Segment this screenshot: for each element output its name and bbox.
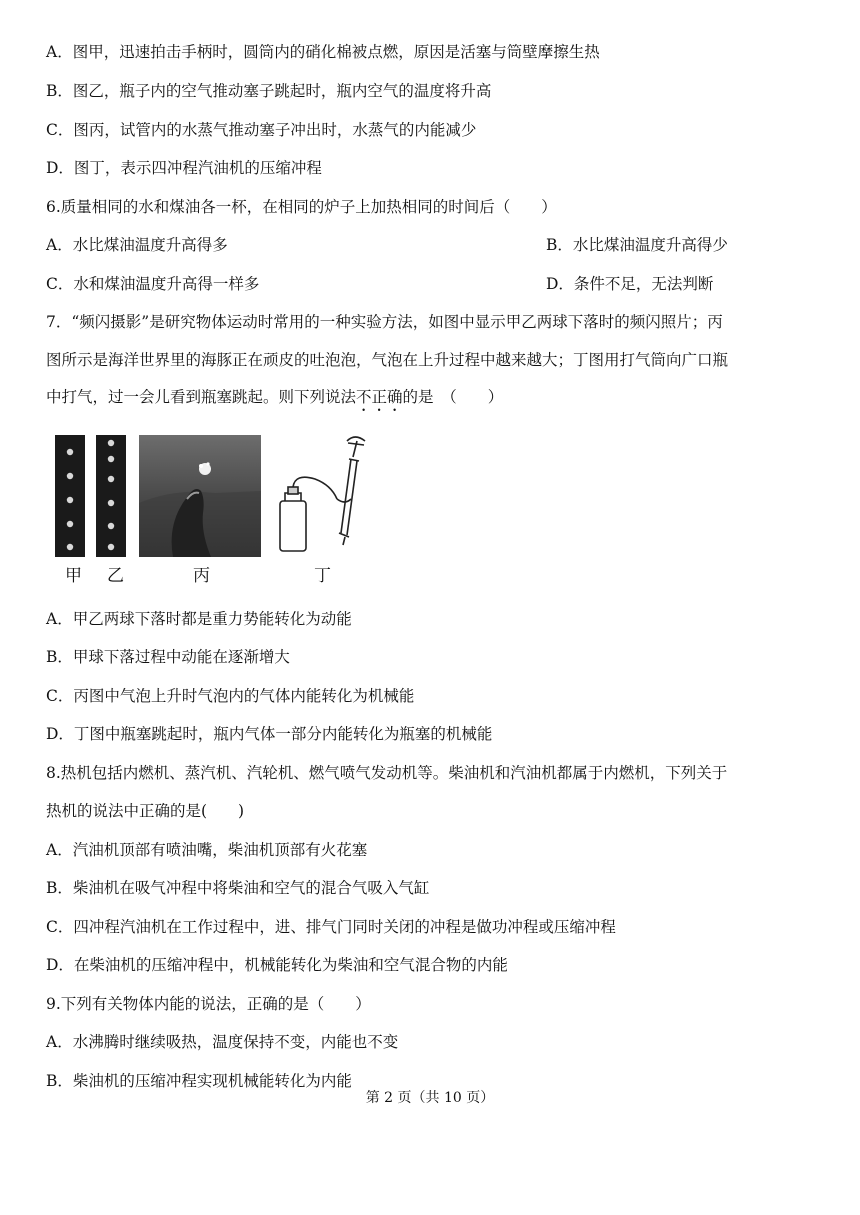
q8-option-c: C．四冲程汽油机在工作过程中，进、排气门同时关闭的冲程是做功冲程或压缩冲程 [46, 918, 616, 936]
q7-stem-line3-pre: 中打气，过一会儿看到瓶塞跳起。则下列说法 [46, 388, 357, 406]
q7-option-b: B．甲球下落过程中动能在逐渐增大 [46, 648, 290, 666]
figure-label-bing: 丙 [193, 566, 210, 586]
q6-option-c: C．水和煤油温度升高得一样多 [46, 275, 260, 293]
q8-option-d: D．在柴油机的压缩冲程中，机械能转化为柴油和空气混合物的内能 [46, 956, 508, 974]
q5-option-a: A．图甲，迅速拍击手柄时，圆筒内的硝化棉被点燃，原因是活塞与筒壁摩擦生热 [46, 43, 600, 61]
strobe-photo-yi [96, 435, 126, 557]
dolphin-bubble-photo [139, 435, 261, 557]
q5-option-c: C．图丙，试管内的水蒸气推动塞子冲出时，水蒸气的内能减少 [46, 121, 477, 139]
q8-option-a: A．汽油机顶部有喷油嘴，柴油机顶部有火花塞 [46, 841, 368, 859]
q9-stem: 9.下列有关物体内能的说法，正确的是（ ） [46, 995, 371, 1013]
q9-option-b: B．柴油机的压缩冲程实现机械能转化为内能 [46, 1072, 352, 1090]
q9-option-a: A．水沸腾时继续吸热，温度保持不变，内能也不变 [46, 1033, 399, 1051]
q6-option-b: B．水比煤油温度升高得少 [546, 236, 728, 254]
q8-stem-line2: 热机的说法中正确的是( ) [46, 802, 245, 820]
q6-option-a: A．水比煤油温度升高得多 [46, 236, 228, 254]
q7-option-a: A．甲乙两球下落时都是重力势能转化为动能 [46, 610, 352, 628]
q5-option-b: B．图乙，瓶子内的空气推动塞子跳起时，瓶内空气的温度将升高 [46, 82, 492, 100]
figure-label-ding: 丁 [314, 566, 331, 586]
q7-stem-line3 [46, 386, 503, 415]
q7-option-d: D．丁图中瓶塞跳起时，瓶内气体一部分内能转化为瓶塞的机械能 [46, 725, 493, 743]
q8-option-b: B．柴油机在吸气冲程中将柴油和空气的混合气吸入气缸 [46, 879, 430, 897]
q7-stem-line1: 7．“频闪摄影”是研究物体运动时常用的一种实验方法，如图中显示甲乙两球下落时的频闪照片；丙 [46, 313, 723, 331]
q7-stem-line3-post: 的是 （ ） [402, 388, 504, 406]
pump-bottle-diagram [280, 437, 365, 551]
q8-stem-line1: 8.热机包括内燃机、蒸汽机、汽轮机、燃气喷气发动机等。柴油机和汽油机都属于内燃机，下列关于 [46, 764, 728, 782]
q7-stem-line2: 图所示是海洋世界里的海豚正在顽皮的吐泡泡，气泡在上升过程中越来越大；丁图用打气筒向广口瓶 [46, 351, 729, 369]
q6-stem: 6.质量相同的水和煤油各一杯，在相同的炉子上加热相同的时间后（ ） [46, 198, 557, 216]
q7-figure-photos [55, 433, 385, 563]
q5-option-d: D．图丁，表示四冲程汽油机的压缩冲程 [46, 159, 322, 177]
q6-option-d: D．条件不足，无法判断 [546, 275, 714, 293]
page-footer: 第 2 页（共 10 页） [365, 1090, 495, 1106]
figure-label-jia: 甲 [65, 566, 82, 586]
figure-label-yi: 乙 [107, 566, 124, 586]
strobe-photo-jia [55, 435, 85, 557]
q7-figure [55, 433, 385, 595]
q7-emphasis-not-correct: 不正确 [356, 388, 403, 406]
q7-option-c: C．丙图中气泡上升时气泡内的气体内能转化为机械能 [46, 687, 415, 705]
